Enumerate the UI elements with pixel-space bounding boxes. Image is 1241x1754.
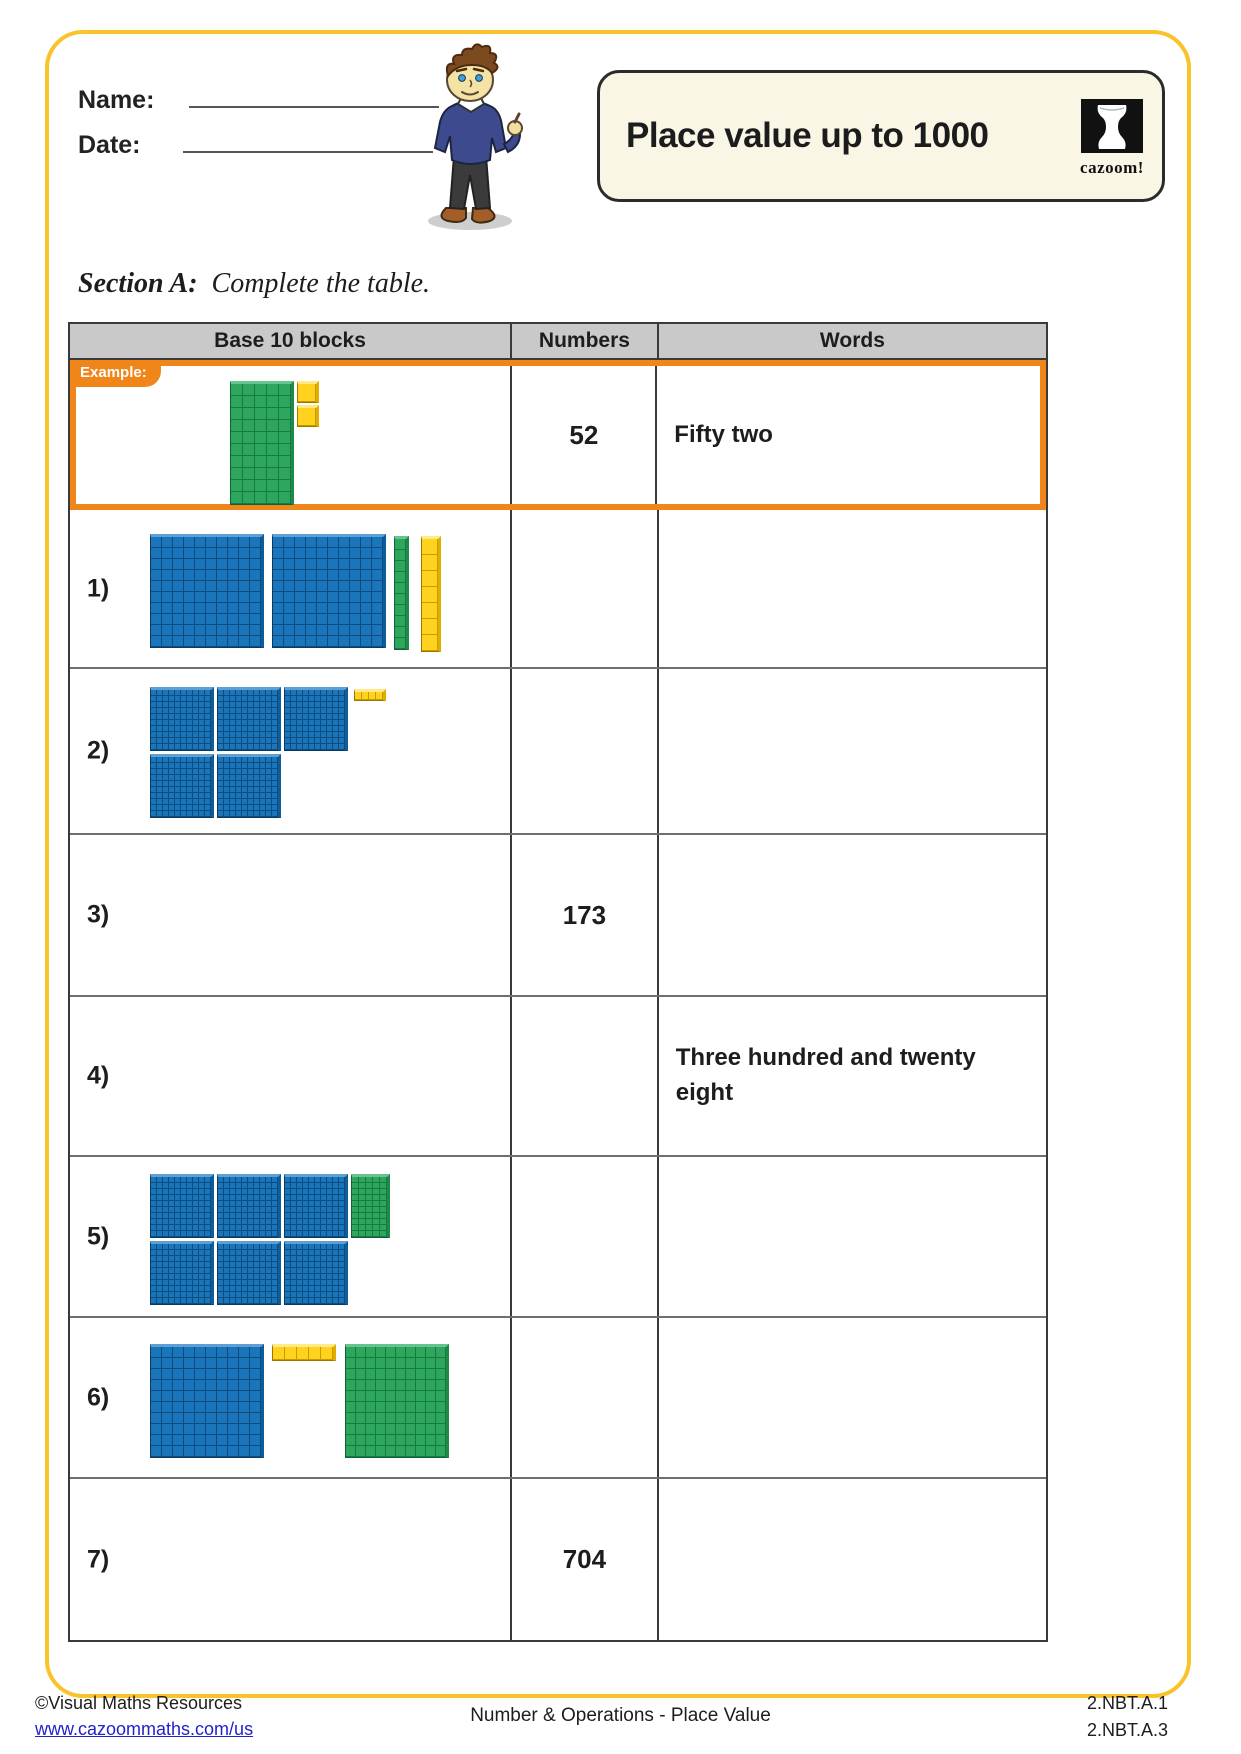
base10-block-blue (217, 1174, 281, 1238)
worksheet-title: Place value up to 1000 (626, 116, 989, 155)
blocks-cell (70, 669, 512, 833)
base10-block-green (394, 536, 409, 650)
words-answer-cell[interactable] (659, 669, 1046, 833)
question-label: 7) (87, 1545, 110, 1573)
base10-block-yellow (421, 536, 441, 652)
blocks-cell[interactable] (70, 835, 512, 995)
number-given-cell: 704 (512, 1479, 659, 1640)
base10-block-blue (150, 754, 214, 818)
section-heading (78, 268, 430, 300)
base10-block-blue (217, 1241, 281, 1305)
words-answer-cell[interactable] (659, 1479, 1046, 1640)
date-label: Date: (78, 131, 141, 159)
base10-block-yellow (272, 1344, 336, 1361)
example-row (70, 360, 1046, 510)
question-label: 2) (87, 736, 110, 765)
mascot-boy-illustration (412, 40, 530, 232)
name-input-line[interactable] (189, 82, 439, 108)
words-answer-cell[interactable] (659, 1318, 1046, 1477)
example-number-cell: 52 (512, 366, 657, 504)
base10-block-blue (150, 534, 264, 648)
table-header-row (70, 324, 1046, 360)
section-instruction: Complete the table. (211, 268, 431, 299)
name-row (78, 82, 439, 115)
question-label: 4) (87, 1061, 110, 1090)
copyright-text: ©Visual Maths Resources (35, 1693, 243, 1713)
header-base10-blocks: Base 10 blocks (70, 324, 512, 358)
table-row-5 (70, 1157, 1046, 1318)
table-row-2 (70, 669, 1046, 835)
question-label: 1) (87, 574, 110, 602)
base10-block-blue (150, 1344, 264, 1458)
base10-block-green (351, 1174, 390, 1238)
table-row-3 (70, 835, 1046, 997)
number-answer-cell[interactable] (512, 997, 659, 1155)
base10-block-blue (284, 687, 348, 751)
number-answer-cell[interactable] (512, 510, 659, 667)
table-row-1 (70, 510, 1046, 669)
question-label: 3) (87, 900, 110, 929)
base10-block-green (345, 1344, 449, 1458)
number-answer-cell[interactable] (512, 669, 659, 833)
table-row-7 (70, 1479, 1046, 1640)
section-label: Section A: (78, 268, 198, 299)
base10-block-blue (217, 687, 281, 751)
place-value-table (68, 322, 1048, 1642)
base10-block-blue (150, 1174, 214, 1238)
base10-block-blue (217, 754, 281, 818)
date-input-line[interactable] (183, 127, 433, 153)
base10-block-yellow (297, 405, 319, 427)
footer-topic: Number & Operations - Place Value (470, 1705, 771, 1726)
header-words: Words (819, 329, 885, 352)
header-numbers: Numbers (512, 324, 659, 358)
example-words-cell: Fifty two (674, 420, 773, 448)
standard-code-2: 2.NBT.A.3 (1086, 1720, 1168, 1740)
cazoom-url-link[interactable]: www.cazoommaths.com/us (35, 1719, 254, 1740)
words-answer-cell[interactable] (659, 510, 1046, 667)
words-answer-cell[interactable] (659, 835, 1046, 995)
number-answer-cell[interactable] (512, 1157, 659, 1316)
base10-block-blue (272, 534, 386, 648)
number-answer-cell[interactable] (512, 1318, 659, 1477)
question-label: 5) (87, 1222, 110, 1250)
example-tag: Example: (70, 360, 161, 387)
table-row-6 (70, 1318, 1046, 1479)
number-given-cell: 173 (512, 835, 659, 995)
cazoom-logo (1074, 99, 1150, 178)
base10-block-blue (150, 687, 214, 751)
question-label: 6) (87, 1383, 110, 1411)
base10-block-green (230, 381, 294, 505)
words-answer-cell[interactable] (659, 1157, 1046, 1316)
name-label: Name: (78, 86, 155, 114)
date-row (78, 127, 433, 160)
blocks-cell[interactable] (70, 997, 512, 1155)
blocks-cell (70, 1318, 512, 1477)
base10-block-yellow (297, 381, 319, 403)
base10-block-blue (284, 1241, 348, 1305)
title-box (597, 70, 1165, 202)
words-given-cell: Three hundred and twenty eight (675, 1044, 976, 1106)
cazoom-drum-icon (1081, 99, 1143, 153)
footer-standards (900, 1690, 1168, 1744)
base10-block-yellow (354, 689, 386, 701)
base10-block-blue (284, 1174, 348, 1238)
table-row-4 (70, 997, 1046, 1157)
blocks-cell (70, 510, 512, 667)
cazoom-logo-text: cazoom! (1080, 158, 1144, 177)
blocks-cell[interactable] (70, 1479, 512, 1640)
base10-block-blue (150, 1241, 214, 1305)
blocks-cell (70, 1157, 512, 1316)
standard-code-1: 2.NBT.A.1 (1086, 1693, 1168, 1713)
